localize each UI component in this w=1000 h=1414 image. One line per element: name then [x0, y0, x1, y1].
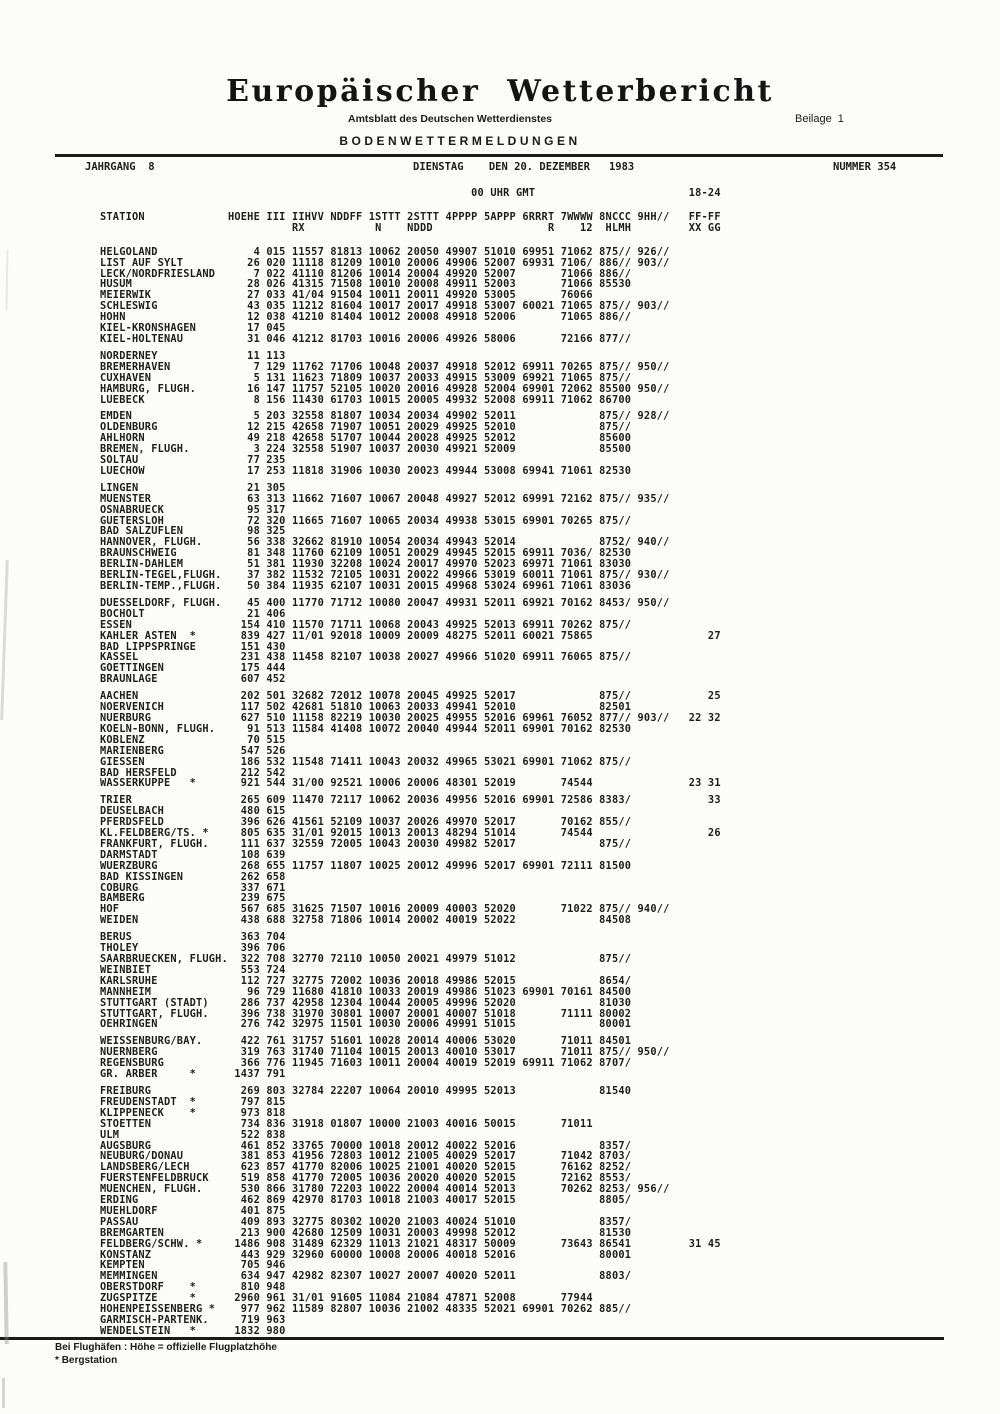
table-row: GARMISCH-PARTENK. 719 963 — [100, 1314, 286, 1326]
table-row: OBERSTDORF * 810 948 — [100, 1281, 286, 1294]
footnote-mountain-station — [55, 1355, 117, 1366]
section-title: BODENWETTERMELDUNGEN — [339, 134, 581, 148]
page-title: Europäischer Wetterbericht — [226, 74, 774, 109]
table-row: WEINBIET 553 724 — [100, 963, 286, 976]
table-row: BERUS 363 704 — [100, 931, 286, 944]
table-row: GIESSEN 186 532 11548 71411 10043 20032 49965 53021 69901 71062 875// — [100, 755, 632, 768]
table-row: FELDBERG/SCHW. * 1486 908 31489 62329 11013 21021 48317 50009 73643 86541 31 45 — [100, 1237, 721, 1250]
table-row: ZUGSPITZE * 2960 961 31/01 91605 11084 21084 47871 52008 77944 — [100, 1292, 593, 1305]
table-row: LECK/NORDFRIESLAND 7 022 41110 81206 10014 20004 49920 52007 71066 886// — [100, 267, 632, 280]
table-row: LIST AUF SYLT 26 020 11118 81209 10010 20006 49906 52007 69931 7106/ 886// 903// — [100, 256, 670, 269]
table-row: WEIDEN 438 688 32758 71806 10014 20002 40019 52022 84508 — [100, 914, 632, 927]
table-row: KONSTANZ 443 929 32960 60000 10008 20006 40018 52016 80001 — [100, 1248, 632, 1261]
table-row: HANNOVER, FLUGH. 56 338 32662 81910 10054 20034 49943 52014 8752/ 940// — [100, 536, 670, 549]
table-row: SOLTAU 77 235 — [100, 454, 286, 467]
table-row: MUEHLDORF 401 875 — [100, 1204, 286, 1217]
table-row: WUERZBURG 268 655 11757 11807 10025 20012 49996 52017 69901 72111 81500 — [100, 859, 632, 872]
footnote-airports: Bei Flughäfen : Höhe = offizielle Flugplatzhöhe — [55, 1342, 277, 1353]
table-row: BAMBERG 239 675 — [100, 892, 286, 905]
scan-artifact — [2, 1378, 5, 1408]
table-row: KARLSRUHE 112 727 32775 72002 10036 20018 49986 52015 8654/ — [100, 974, 632, 987]
table-row: KIEL-KRONSHAGEN 17 045 — [100, 322, 286, 335]
top-rule — [55, 154, 943, 157]
table-row: FRANKFURT, FLUGH. 111 637 32559 72005 10043 20030 49982 52017 875// — [100, 837, 632, 850]
table-row: TRIER 265 609 11470 72117 10062 20036 49956 52016 69901 72586 8383/ 33 — [100, 794, 721, 807]
table-row: OLDENBURG 12 215 42658 71907 10051 20029 49925 52010 875// — [100, 421, 632, 434]
issue-number-label: NUMMER 354 — [833, 161, 897, 173]
table-row: ESSEN 154 410 11570 71711 10068 20043 49925 52013 69911 70262 875// — [100, 618, 632, 631]
table-row: LANDSBERG/LECH 623 857 41770 82006 10025 21001 40020 52015 76162 8252/ — [100, 1161, 632, 1174]
table-row: GUETERSLOH 72 320 11665 71607 10065 20034 49938 53015 69901 70265 875// — [100, 514, 632, 527]
table-row: OSNABRUECK 95 317 — [100, 503, 286, 516]
table-row: AHLHORN 49 218 42658 51707 10044 20028 49925 52012 85600 — [100, 432, 632, 445]
table-row: BREMEN, FLUGH. 3 224 32558 51907 10037 20030 49921 52009 85500 — [100, 443, 632, 456]
table-row: LINGEN 21 305 — [100, 481, 286, 494]
table-row: KLIPPENECK * 973 818 — [100, 1106, 286, 1119]
table-row: MUENCHEN, FLUGH. 530 866 31780 72203 10022 20004 40014 52013 70262 8253/ 956// — [100, 1183, 670, 1196]
table-row: SCHLESWIG 43 035 11212 81604 10017 20017 49918 53007 60021 71065 875// 903// — [100, 300, 670, 313]
table-row: ULM 522 838 — [100, 1128, 286, 1141]
table-row: SAARBRUECKEN, FLUGH. 322 708 32770 72110 10050 20021 49979 51012 875// — [100, 953, 632, 965]
table-row: FREIBURG 269 803 32784 22207 10064 20010 49995 52013 81540 — [100, 1084, 632, 1097]
table-row: KOBLENZ 70 515 — [100, 733, 286, 746]
table-row: KOELN-BONN, FLUGH. 91 513 11584 41408 10072 20040 49944 52011 69901 70162 82530 — [100, 722, 632, 735]
date-label: DIENSTAG DEN 20. DEZEMBER 1983 — [413, 161, 635, 173]
table-row: WASSERKUPPE * 921 544 31/00 92521 10006 20006 48301 52019 74544 23 31 — [100, 777, 721, 790]
table-row: AACHEN 202 501 32682 72012 10078 20045 49925 52017 875// 25 — [100, 690, 721, 703]
bottom-rule — [0, 1337, 944, 1340]
table-row: HELGOLAND 4 015 11557 81813 10062 20050 49907 51010 69951 71062 875// 926// — [100, 245, 670, 258]
table-row: FUERSTENFELDBRUCK 519 858 41770 72005 10036 20020 40020 52015 72162 8553/ — [100, 1172, 632, 1185]
table-row: HOHN 12 038 41210 81404 10012 20008 49918 52006 71065 886// — [100, 311, 632, 324]
table-row: BAD SALZUFLEN 98 325 — [100, 525, 286, 538]
supplement-label: Beilage 1 — [795, 113, 844, 125]
table-row: MANNHEIM 96 729 11680 41810 10033 20019 49986 51023 69901 70161 84500 — [100, 985, 632, 998]
table-row: BREMERHAVEN 7 129 11762 71706 10048 20037 49918 52012 69911 70265 875// 950// — [100, 360, 670, 373]
table-row: EMDEN 5 203 32558 81807 10034 20034 49902 52011 875// 928// — [100, 410, 670, 423]
table-row: KIEL-HOLTENAU 31 046 41212 81703 10016 20006 49926 58006 72166 877// — [100, 332, 632, 345]
table-row: HOHENPEISSENBERG * 977 962 11589 82807 10036 21002 48335 52021 69901 70262 885// — [100, 1303, 632, 1316]
table-row: STOETTEN 734 836 31918 01807 10000 21003 40016 50015 71011 — [100, 1117, 593, 1130]
table-subheader-row: RX N NDDD R 12 HLMH XX GG — [100, 221, 721, 234]
mountain-station-text: Bergstation — [61, 1355, 118, 1366]
table-row: DARMSTADT 108 639 — [100, 848, 286, 861]
table-row: MUENSTER 63 313 11662 71607 10067 20048 49927 52012 69991 72162 875// 935// — [100, 492, 670, 505]
masthead-row — [0, 161, 1000, 175]
table-row: BERLIN-DAHLEM 51 381 11930 32208 10024 20017 49970 52023 69971 71061 83030 — [100, 558, 632, 571]
table-row: LUECHOW 17 253 11818 31906 10030 20023 49944 53008 69941 71061 82530 — [100, 464, 632, 477]
table-row: FREUDENSTADT * 797 815 — [100, 1095, 286, 1108]
table-row: BAD LIPPSPRINGE 151 430 — [100, 640, 286, 653]
table-header-row: STATION HOEHE III IIHVV NDDFF 1STTT 2STTT 4PPPP 5APPP 6RRRT 7WWWW 8NCCC 9HH// FF-FF — [100, 210, 721, 223]
table-row: HUSUM 28 026 41315 71508 10010 20008 49911 52003 71066 85530 — [100, 278, 632, 291]
table-row: KL.FELDBERG/TS. * 805 635 31/01 92015 10013 20013 48294 51014 74544 26 — [100, 827, 721, 840]
table-row: KASSEL 231 438 11458 82107 10038 20027 49966 51020 69911 76065 875// — [100, 651, 632, 664]
table-row: STUTTGART, FLUGH. 396 738 31970 30801 10007 20001 40007 51018 71111 80002 — [100, 1007, 632, 1020]
table-row: BREMGARTEN 213 900 42680 12509 10031 20003 49998 52012 81530 — [100, 1226, 632, 1239]
table-row: MEMMINGEN 634 947 42982 82307 10027 20007 40020 52011 8803/ — [100, 1270, 632, 1283]
table-row: PASSAU 409 893 32775 80302 10020 21003 40024 51010 8357/ — [100, 1215, 632, 1228]
table-row: BERLIN-TEMP.,FLUGH. 50 384 11935 62107 10031 20015 49968 53024 69961 71061 83036 — [100, 580, 632, 592]
weather-data-table — [100, 188, 721, 1337]
table-row: MARIENBERG 547 526 — [100, 744, 286, 757]
table-row: OEHRINGEN 276 742 32975 11501 10030 20006 49991 51015 80001 — [100, 1018, 632, 1031]
table-row: HAMBURG, FLUGH. 16 147 11757 52105 10020 20016 49928 52004 69901 72062 85500 950// — [100, 382, 670, 395]
scan-artifact — [5, 250, 8, 310]
table-row: HOF 567 685 31625 71507 10016 20009 40003 52020 71022 875// 940// — [100, 903, 670, 916]
page-subtitle: Amtsblatt des Deutschen Wetterdienstes — [347, 113, 553, 125]
table-row: THOLEY 396 706 — [100, 942, 286, 955]
table-row: BAD HERSFELD 212 542 — [100, 766, 286, 779]
scan-artifact — [3, 1262, 8, 1344]
table-row: NEUBURG/DONAU 381 853 41956 72803 10012 21005 40029 52017 71042 8703/ — [100, 1150, 632, 1163]
table-row: DUESSELDORF, FLUGH. 45 400 11770 71712 10080 20047 49931 52011 69921 70162 8453/ 950// — [100, 596, 670, 609]
table-row: REGENSBURG 366 776 11945 71603 10011 20004 40019 52019 69911 71062 8707/ — [100, 1057, 632, 1070]
scan-artifact — [0, 560, 9, 720]
table-row: AUGSBURG 461 852 33765 70000 10018 20012 40022 52016 8357/ — [100, 1139, 632, 1152]
table-row: LUEBECK 8 156 11430 61703 10015 20005 49932 52008 69911 71062 86700 — [100, 393, 632, 406]
table-row: BRAUNLAGE 607 452 — [100, 673, 286, 686]
table-row: COBURG 337 671 — [100, 881, 286, 894]
table-row: DEUSELBACH 480 615 — [100, 805, 286, 818]
table-row: GOETTINGEN 175 444 — [100, 662, 286, 675]
table-row: NUERBURG 627 510 11158 82219 10030 20025 49955 52016 69961 76052 877// 903// 22 32 — [100, 711, 721, 724]
table-row: WENDELSTEIN * 1832 980 — [100, 1324, 286, 1337]
table-row: KEMPTEN 705 946 — [100, 1259, 286, 1272]
table-row: WEISSENBURG/BAY. 422 761 31757 51601 10028 20014 40006 53020 71011 84501 — [100, 1035, 632, 1048]
table-row: ERDING 462 869 42970 81703 10018 21003 40017 52015 8805/ — [100, 1194, 632, 1207]
table-row: CUXHAVEN 5 131 11623 71809 10037 20033 49915 53009 69921 71065 875// — [100, 371, 632, 384]
table-row: KAHLER ASTEN * 839 427 11/01 92018 10009 20009 48275 52011 60021 75865 27 — [100, 629, 721, 642]
table-row: NORDERNEY 11 113 — [100, 349, 286, 362]
table-row: NOERVENICH 117 502 42681 51810 10063 20033 49941 52010 82501 — [100, 701, 632, 714]
table-row: MEIERWIK 27 033 41/04 91504 10011 20011 49920 53005 76066 — [100, 289, 593, 302]
table-row: PFERDSFELD 396 626 41561 52109 10037 20026 49970 52017 70162 855// — [100, 816, 632, 829]
time-period-row: 00 UHR GMT 18-24 — [100, 187, 721, 199]
table-row: STUTTGART (STADT) 286 737 42958 12304 10044 20005 49996 52020 81030 — [100, 996, 632, 1009]
table-row: BRAUNSCHWEIG 81 348 11760 62109 10051 20029 49945 52015 69911 7036/ 82530 — [100, 547, 632, 560]
table-row: BERLIN-TEGEL,FLUGH. 37 382 11532 72105 10031 20022 49966 53019 60011 71061 875// 930// — [100, 569, 670, 582]
mountain-station-marker: * — [55, 1355, 59, 1366]
table-row: BOCHOLT 21 406 — [100, 607, 286, 620]
table-row: NUERNBERG 319 763 31740 71104 10015 20013 40010 53017 71011 875// 950// — [100, 1046, 670, 1059]
table-row: GR. ARBER * 1437 791 — [100, 1068, 286, 1081]
volume-label: JAHRGANG 8 — [85, 161, 155, 173]
table-row: BAD KISSINGEN 262 658 — [100, 870, 286, 883]
